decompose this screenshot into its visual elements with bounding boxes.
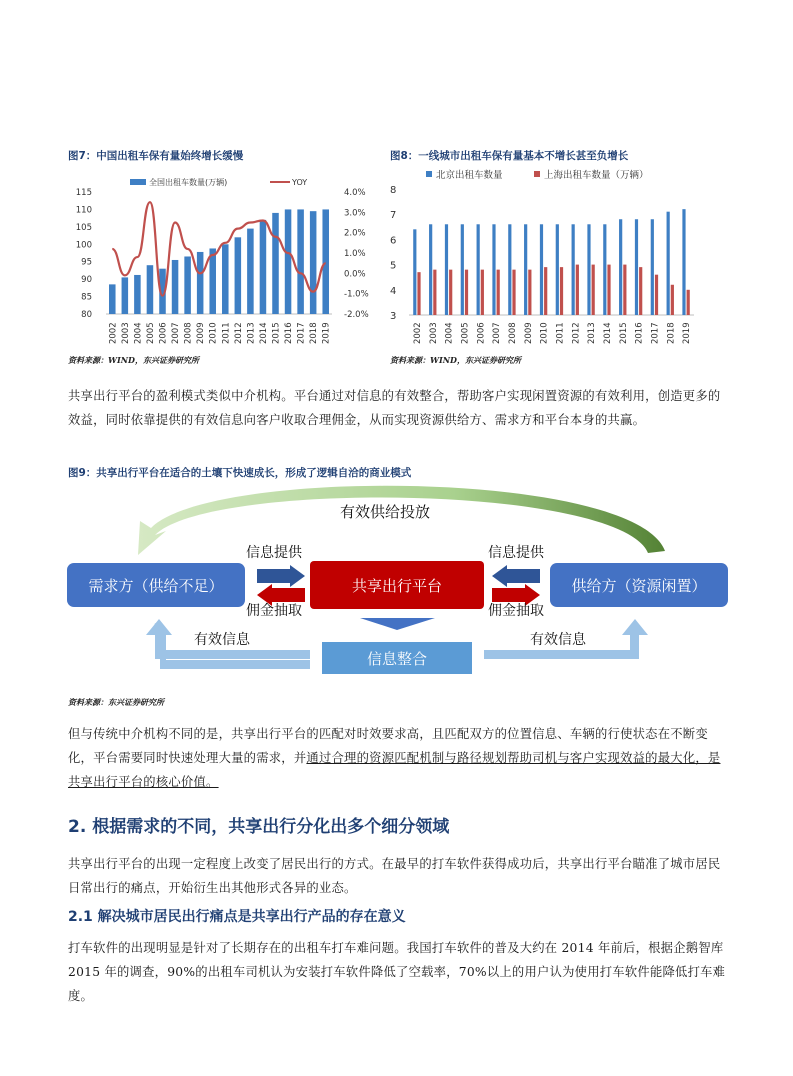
bar-shanghai-2010: [544, 267, 547, 315]
x-tick-2003: 2003: [428, 322, 439, 344]
bar-2007: [172, 260, 179, 314]
y-tick-right: 2.0%: [344, 228, 366, 239]
y-tick: 8: [390, 185, 397, 196]
section-heading-2-1: 2.1 解决城市居民出行痛点是共享出行产品的存在意义: [68, 909, 406, 925]
x-tick-2016: 2016: [284, 322, 295, 344]
bar-beijing-2011: [556, 224, 559, 315]
legend-label-beijing: 北京出租车数量: [436, 170, 503, 181]
x-tick-2008: 2008: [183, 322, 194, 344]
right-info-label: 信息提供: [488, 545, 544, 561]
y-tick-right: 1.0%: [344, 249, 366, 259]
fig9-diagram: [60, 485, 740, 685]
y-tick-left: 115: [75, 188, 92, 198]
fig7-title: 图7：中国出租车保有量始终增长缓慢: [68, 150, 244, 162]
bar-shanghai-2019: [687, 290, 690, 315]
legend-swatch-shanghai: [534, 171, 540, 177]
paragraph-travel-change: [68, 852, 728, 900]
x-tick-2017: 2017: [650, 322, 661, 344]
x-tick-2013: 2013: [587, 322, 598, 344]
bar-shanghai-2009: [528, 270, 531, 315]
legend-label-shanghai: 上海出租车数量（万辆）: [544, 170, 649, 181]
y-tick-left: 95: [81, 257, 92, 268]
bar-shanghai-2018: [671, 285, 674, 315]
x-tick-2011: 2011: [555, 322, 566, 344]
bar-beijing-2002: [413, 229, 416, 315]
paragraph-text: 打车软件的出现明显是针对了长期存在的出租车打车难问题。我国打车软件的普及大约在 2014 年前后，根据企鹅智库 2015 年的调查，90%的出租车司机认为安装打车软件降低了空载率，70%以上的用户认为使用打车软件能降低打车难度。: [68, 941, 726, 1003]
x-tick-2005: 2005: [460, 322, 471, 344]
bar-beijing-2010: [540, 224, 543, 315]
bar-shanghai-2017: [655, 275, 658, 315]
left-info-label: 信息提供: [246, 545, 302, 561]
left-commission-label: 佣金抽取: [246, 603, 302, 619]
x-tick-2007: 2007: [492, 322, 503, 344]
y-tick-left: 80: [81, 310, 92, 320]
x-tick-2013: 2013: [246, 322, 257, 344]
legend-label-bar: 全国出租车数量(万辆): [149, 178, 228, 187]
right-commission-label: 佣金抽取: [488, 603, 544, 619]
y-tick: 7: [390, 210, 397, 222]
bar-2005: [147, 265, 154, 314]
bar-shanghai-2013: [592, 265, 595, 315]
bar-beijing-2019: [682, 209, 685, 315]
bar-shanghai-2012: [576, 265, 579, 315]
bar-shanghai-2006: [481, 270, 484, 315]
bar-2003: [122, 277, 129, 314]
fig7-source: 资料来源：WIND，东兴证券研究所: [68, 355, 199, 365]
bar-shanghai-2005: [465, 270, 468, 315]
bar-shanghai-2003: [433, 270, 436, 315]
bar-2011: [222, 244, 229, 314]
x-tick-2011: 2011: [221, 322, 232, 344]
bar-shanghai-2011: [560, 267, 563, 315]
y-tick: 6: [390, 235, 397, 247]
y-tick: 5: [390, 260, 397, 272]
x-tick-2014: 2014: [258, 322, 269, 344]
x-tick-2015: 2015: [271, 322, 282, 344]
bar-shanghai-2007: [497, 270, 500, 315]
bar-2008: [184, 256, 191, 314]
x-tick-2003: 2003: [120, 322, 131, 344]
bar-beijing-2007: [492, 224, 495, 315]
paragraph-taxi-apps: [68, 936, 728, 1008]
integration-box-label: 信息整合: [366, 650, 428, 668]
bar-beijing-2009: [524, 224, 527, 315]
x-tick-2016: 2016: [634, 322, 645, 344]
bar-2015: [272, 213, 279, 314]
y-tick-left: 85: [81, 292, 92, 303]
bar-2014: [260, 220, 267, 314]
bar-2012: [235, 237, 242, 314]
x-tick-2010: 2010: [208, 322, 219, 344]
supply-box-label: 供给方（资源闲置）: [571, 577, 707, 595]
bar-beijing-2013: [587, 224, 590, 315]
bar-beijing-2016: [635, 219, 638, 315]
x-tick-2019: 2019: [321, 322, 332, 344]
y-tick-right: -2.0%: [344, 310, 369, 320]
y-tick-left: 100: [75, 240, 92, 251]
x-tick-2004: 2004: [133, 322, 144, 344]
section-heading-2: 2. 根据需求的不同，共享出行分化出多个细分领域: [68, 817, 450, 837]
y-tick-right: -1.0%: [344, 289, 369, 300]
bar-2016: [285, 209, 292, 314]
y-tick-right: 4.0%: [344, 188, 366, 198]
x-tick-2008: 2008: [507, 322, 518, 344]
bar-beijing-2017: [651, 219, 654, 315]
bar-2004: [134, 275, 141, 314]
x-tick-2018: 2018: [309, 322, 320, 344]
paragraph-core-value: [68, 722, 728, 794]
bar-beijing-2014: [603, 224, 606, 315]
right-info-arrow: [492, 565, 540, 587]
y-tick-right: 0.0%: [344, 269, 366, 280]
platform-box-label: 共享出行平台: [351, 577, 443, 595]
bar-2018: [310, 211, 317, 314]
x-tick-2009: 2009: [523, 322, 534, 344]
bar-shanghai-2014: [607, 265, 610, 315]
x-tick-2009: 2009: [196, 322, 207, 344]
fig7-chart: [64, 168, 384, 348]
x-tick-2006: 2006: [158, 322, 169, 344]
legend-swatch-beijing: [426, 171, 432, 177]
x-tick-2010: 2010: [539, 322, 550, 344]
fig8-title: 图8：一线城市出租车保有量基本不增长甚至负增长: [390, 150, 629, 162]
bar-2010: [209, 248, 216, 314]
fig9-source: 资料来源：东兴证券研究所: [68, 697, 164, 707]
x-tick-2018: 2018: [666, 322, 677, 344]
x-tick-2002: 2002: [412, 322, 423, 344]
demand-box-label: 需求方（供给不足）: [88, 577, 224, 595]
bar-beijing-2018: [667, 212, 670, 315]
bar-2013: [247, 229, 254, 314]
fig9-title: 图9：共享出行平台在适合的土壤下快速成长，形成了逻辑自洽的商业模式: [68, 467, 412, 479]
x-tick-2014: 2014: [602, 322, 613, 344]
underlined-text: 通过合理的资源匹配机制与路径规划帮助司机与客户实现效益的最大化，是共享出行平台的核心价值。: [68, 751, 721, 789]
arc-label: 有效供给投放: [339, 503, 431, 521]
right-effective-info-label: 有效信息: [530, 632, 586, 648]
bar-2017: [297, 209, 304, 314]
left-effective-info-label: 有效信息: [194, 632, 250, 648]
x-tick-2006: 2006: [476, 322, 487, 344]
x-tick-2005: 2005: [145, 322, 156, 344]
bar-shanghai-2016: [639, 267, 642, 315]
bar-beijing-2012: [572, 224, 575, 315]
bar-beijing-2003: [429, 224, 432, 315]
bar-beijing-2015: [619, 219, 622, 315]
paragraph-text: 共享出行平台的出现一定程度上改变了居民出行的方式。在最早的打车软件获得成功后，共享出行平台瞄准了城市居民日常出行的痛点，开始衍生出其他形式各异的业态。: [68, 857, 721, 895]
x-tick-2004: 2004: [444, 322, 455, 344]
bar-shanghai-2004: [449, 270, 452, 315]
y-tick: 3: [390, 311, 397, 322]
x-tick-2012: 2012: [571, 322, 582, 344]
y-tick-left: 90: [81, 275, 92, 286]
y-tick-left: 110: [75, 205, 92, 216]
x-tick-2015: 2015: [618, 322, 629, 344]
y-tick-left: 105: [75, 222, 92, 233]
yoy-line: [112, 202, 325, 296]
bar-2009: [197, 252, 204, 314]
y-tick: 4: [390, 285, 397, 297]
fig8-chart: [384, 166, 704, 348]
legend-swatch-bar: [130, 179, 146, 185]
bar-beijing-2004: [445, 224, 448, 315]
paragraph-text: 但与传统中介机构不同的是，共享出行平台的匹配对时效要求高，且匹配双方的位置信息、车辆的行使状态在不断变化，平台需要同时快速处理大量的需求，并: [68, 727, 708, 765]
fig8-source: 资料来源：WIND，东兴证券研究所: [390, 355, 521, 365]
x-tick-2019: 2019: [682, 322, 693, 344]
down-chevron: [360, 618, 435, 630]
left-info-arrow: [257, 565, 305, 587]
x-tick-2007: 2007: [171, 322, 182, 344]
x-tick-2012: 2012: [233, 322, 244, 344]
bar-beijing-2005: [461, 224, 464, 315]
bar-shanghai-2002: [417, 272, 420, 315]
paragraph-text: 共享出行平台的盈利模式类似中介机构。平台通过对信息的有效整合，帮助客户实现闲置资源的有效利用，创造更多的效益，同时依靠提供的有效信息向客户收取合理佣金，从而实现资源供给方、需求方和平台本身的共赢。: [68, 389, 721, 427]
bar-beijing-2006: [477, 224, 480, 315]
x-tick-2002: 2002: [108, 322, 119, 344]
bar-beijing-2008: [508, 224, 511, 315]
x-tick-2017: 2017: [296, 322, 307, 344]
bar-2019: [322, 209, 329, 314]
bar-2002: [109, 284, 116, 314]
legend-label-line: YOY: [292, 178, 308, 187]
y-tick-right: 3.0%: [344, 208, 366, 219]
paragraph-profit-model: [68, 384, 728, 432]
bar-shanghai-2008: [512, 270, 515, 315]
bar-shanghai-2015: [623, 265, 626, 315]
